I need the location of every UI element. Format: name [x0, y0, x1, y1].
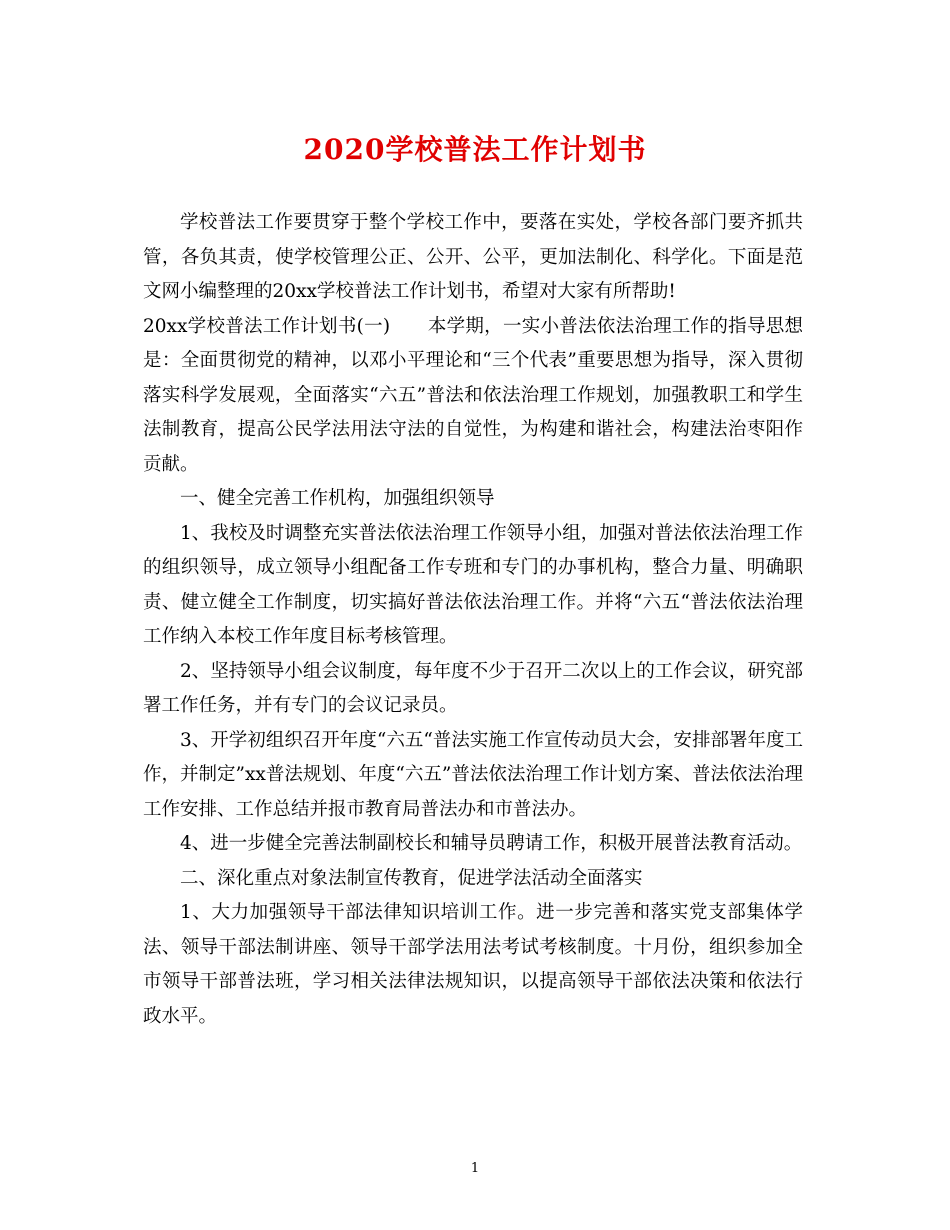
- plan-one-paragraph: 20xx学校普法工作计划书(一) 本学期，一实小普法依法治理工作的指导思想是：全面贯彻党的精神，以邓小平理论和“三个代表”重要思想为指导，深入贯彻落实科学发展观，全面落实“六五”普法和依法治理工作规划，加强教职工和学生法制教育，提高公民学法用法守法的自觉性，为构建和谐社会，构建法治枣阳作贡献。: [143, 315, 803, 475]
- document-body: [143, 206, 803, 1034]
- item-paragraph-4: 4、进一步健全完善法制副校长和辅导员聘请工作，积极开展普法教育活动。: [180, 833, 803, 854]
- section-heading-one: 一、健全完善工作机构，加强组织领导: [180, 488, 495, 509]
- document-title: 2020学校普法工作计划书: [303, 133, 647, 166]
- item-paragraph-1: 1、我校及时调整充实普法依法治理工作领导小组，加强对普法依法治理工作的组织领导，成立领导小组配备工作专班和专门的办事机构，整合力量、明确职责、健立健全工作制度，切实搞好普法依法治理工作。并将“六五“普法依法治理工作纳入本校工作年度目标考核管理。: [143, 522, 803, 647]
- section-heading-two: 二、深化重点对象法制宣传教育，促进学法活动全面落实: [180, 867, 643, 889]
- item-paragraph-5: 1、大力加强领导干部法律知识培训工作。进一步完善和落实党支部集体学法、领导干部法制讲座、领导干部学法用法考试考核制度。十月份，组织参加全市领导干部普法班，学习相关法律法规知识，以提高领导干部依法决策和依法行政水平。: [143, 902, 803, 1027]
- item-paragraph-3: 3、开学初组织召开年度“六五“普法实施工作宣传动员大会，安排部署年度工作，并制定”xx普法规划、年度“六五”普法依法治理工作计划方案、普法依法治理工作安排、工作总结并报市教育局普法办和市普法办。: [143, 729, 803, 820]
- intro-paragraph: 学校普法工作要贯穿于整个学校工作中，要落在实处，学校各部门要齐抓共管，各负其责，使学校管理公正、公开、公平，更加法制化、科学化。下面是范文网小编整理的20xx学校普法工作计划书，希望对大家有所帮助!: [143, 212, 803, 302]
- item-paragraph-2: 2、坚持领导小组会议制度，每年度不少于召开二次以上的工作会议，研究部署工作任务，并有专门的会议记录员。: [143, 660, 803, 716]
- page-number: 1: [470, 1161, 480, 1176]
